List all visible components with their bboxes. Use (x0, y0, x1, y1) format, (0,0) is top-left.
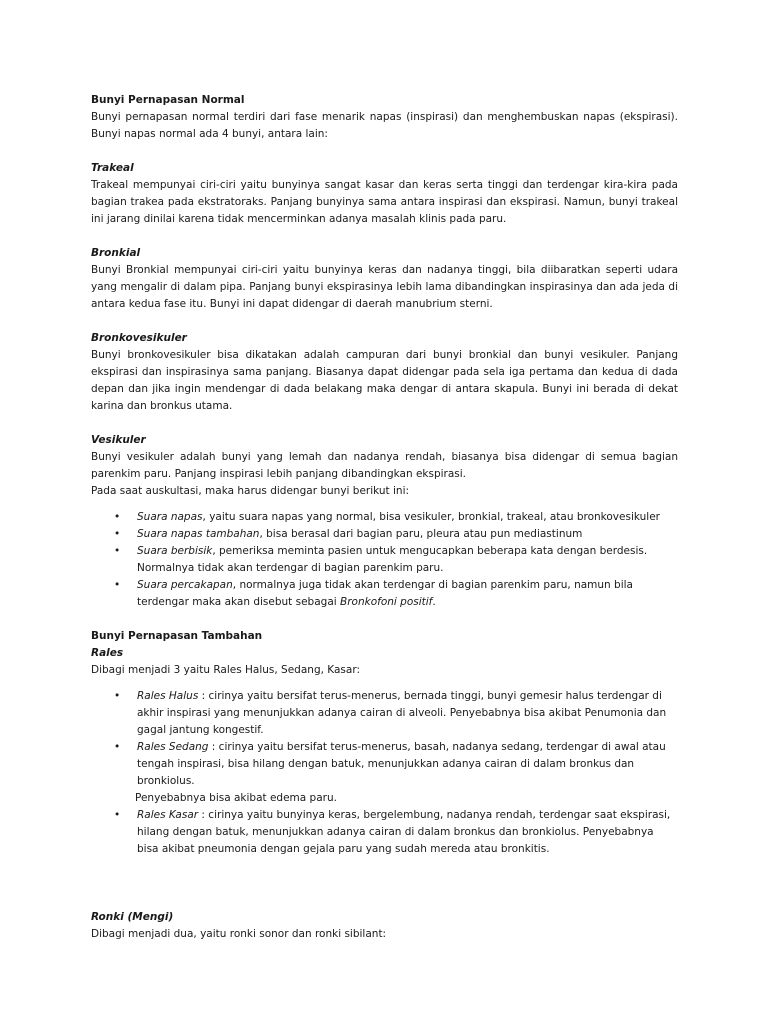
paragraph-bronkovesikuler: Bunyi bronkovesikuler bisa dikatakan adalah campuran dari bunyi bronkial dan bunyi vesikuler. Panjang ekspirasi dan inspirasinya sama panjang. Biasanya dapat didengar pada sela iga pertama dan kedua di dada depan dan jika ingin mendengar di dada belakang maka dengar di antara skapula. Bunyi ini berada di dekat karina dan bronkus utama. (91, 349, 678, 412)
bullet-icon: • (114, 690, 121, 702)
list-item: • Suara napas tambahan, bisa berasal dari bagian paru, pleura atau pun mediastinum (91, 526, 678, 543)
bullet-icon: • (114, 545, 121, 557)
section-title-tambahan: Bunyi Pernapasan Tambahan (91, 630, 263, 642)
paragraph-trakeal: Trakeal mempunyai ciri-ciri yaitu bunyinya sangat kasar dan keras serta tinggi dan terdengar kira-kira pada bagian trakea pada ekstratoraks. Panjang bunyinya sama antara inspirasi dan ekspirasi. Namun, bunyi trakeal ini jarang dinilai karena tidak mencerminkan adanya masalah klinis pada paru. (91, 179, 678, 225)
bullet-icon: • (114, 511, 121, 523)
list-item: • Suara napas, yaitu suara napas yang normal, bisa vesikuler, bronkial, trakeal, atau bronkovesikuler (91, 509, 678, 526)
paragraph-rales-sedang-cause: Penyebabnya bisa akibat edema paru. (135, 792, 337, 804)
heading-bronkovesikuler: Bronkovesikuler (91, 332, 187, 344)
list-item: • Suara berbisik, pemeriksa meminta pasien untuk mengucapkan beberapa kata dengan berdesis. Normalnya tidak akan terdengar di bagian parenkim paru. (114, 545, 648, 574)
list-item: • Rales Sedang : cirinya yaitu bersifat terus-menerus, basah, nadanya sedang, terdengar di awal atau tengah inspirasi, bisa hilang dengan batuk, menunjukkan adanya cairan di dalam bronkus dan bronkiolus. (114, 741, 666, 787)
heading-vesikuler: Vesikuler (91, 434, 146, 446)
section-title-normal: Bunyi Pernapasan Normal (91, 94, 245, 106)
list-item: • Suara percakapan, normalnya juga tidak akan terdengar di bagian parenkim paru, namun bila terdengar maka akan disebut sebagai Bronkofoni positif. (114, 579, 633, 608)
list-item: • Rales Halus : cirinya yaitu bersifat terus-menerus, bernada tinggi, bunyi gemesir halus terdengar di akhir inspirasi yang menunjukkan adanya cairan di alveoli. Penyebabnya bisa akibat Penumonia dan gagal jantung kongestif. (114, 690, 667, 736)
paragraph-vesikuler: Bunyi vesikuler adalah bunyi yang lemah dan nadanya rendah, biasanya bisa didengar di semua bagian parenkim paru. Panjang inspirasi lebih panjang dibandingkan ekspirasi. (91, 451, 678, 480)
suara-list (91, 509, 678, 611)
paragraph-normal-intro: Bunyi pernapasan normal terdiri dari fase menarik napas (inspirasi) dan menghembuskan napas (ekspirasi). Bunyi napas normal ada 4 bunyi, antara lain: (91, 111, 678, 140)
paragraph-ronki: Dibagi menjadi dua, yaitu ronki sonor dan ronki sibilant: (91, 928, 387, 940)
bullet-icon: • (114, 809, 121, 821)
heading-bronkial: Bronkial (91, 247, 141, 259)
paragraph-auskultasi: Pada saat auskultasi, maka harus didengar bunyi berikut ini: (91, 485, 410, 497)
list-item: • Rales Kasar : cirinya yaitu bunyinya keras, bergelembung, nadanya rendah, terdengar saat ekspirasi, hilang dengan batuk, menunjukkan adanya cairan di dalam bronkus dan bronkiolus. Penyebabnya bisa akibat pneumonia dengan gejala paru yang sudah mereda atau bronkitis. (114, 809, 671, 855)
paragraph-rales-intro: Dibagi menjadi 3 yaitu Rales Halus, Sedang, Kasar: (91, 664, 360, 676)
rales-list-continued (91, 807, 678, 858)
heading-ronki: Ronki (Mengi) (91, 911, 174, 923)
heading-rales: Rales (91, 647, 124, 659)
heading-trakeal: Trakeal (91, 162, 134, 174)
bullet-icon: • (114, 741, 121, 753)
bullet-icon: • (114, 579, 121, 591)
paragraph-bronkial: Bunyi Bronkial mempunyai ciri-ciri yaitu bunyinya keras dan nadanya tinggi, bila diibaratkan seperti udara yang mengalir di dalam pipa. Panjang bunyi ekspirasinya lebih lama dibandingkan inspirasinya dan ada jeda di antara kedua fase itu. Bunyi ini dapat didengar di daerah manubrium sterni. (91, 264, 678, 310)
rales-list (91, 688, 678, 790)
bullet-icon: • (114, 528, 121, 540)
document-body (91, 92, 678, 943)
